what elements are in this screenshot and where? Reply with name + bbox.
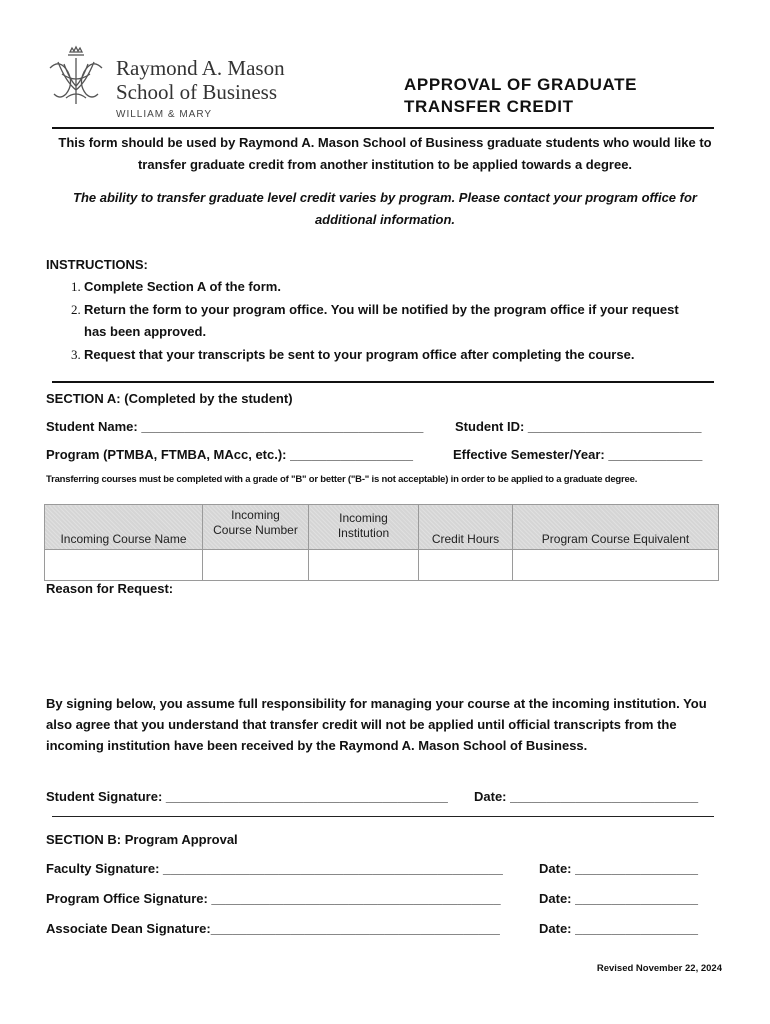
associate-dean-date-field[interactable]: Date: _________________	[539, 921, 699, 936]
semester-field[interactable]: Effective Semester/Year: _____________	[453, 447, 703, 462]
form-title	[404, 74, 637, 118]
intro-text: This form should be used by Raymond A. Mason School of Business graduate students who would like to transfer graduate credit from another institution to be applied towards a degree.	[58, 135, 712, 172]
logo-line-3: WILLIAM & MARY	[116, 109, 213, 120]
program-field[interactable]: Program (PTMBA, FTMBA, MAcc, etc.): _________________	[46, 447, 414, 462]
program-note: The ability to transfer graduate level credit varies by program. Please contact your program office for additional information.	[73, 190, 697, 227]
logo-line-2: School of Business	[116, 80, 278, 104]
instructions-heading: INSTRUCTIONS:	[46, 257, 148, 272]
equivalent-cell[interactable]	[513, 550, 719, 581]
institution-cell[interactable]	[309, 550, 419, 581]
col-credit-hours-label: Credit Hours	[431, 532, 500, 546]
section-b-heading: SECTION B: Program Approval	[46, 832, 238, 847]
instruction-item: 3. Request that your transcripts be sent to your program office after completing the course.	[84, 344, 696, 366]
course-table	[44, 504, 719, 581]
student-date-field[interactable]: Date: __________________________	[474, 789, 699, 804]
student-name-field[interactable]: Student Name: _______________________________________	[46, 419, 424, 434]
faculty-date-field[interactable]: Date: _________________	[539, 861, 699, 876]
course-table-header	[45, 505, 719, 550]
student-signature-field[interactable]: Student Signature: _______________________________________	[46, 789, 448, 804]
form-title-line-2: TRANSFER CREDIT	[404, 97, 574, 116]
section-a-divider	[52, 381, 714, 383]
col-incoming-course-number-label: Incoming Course Number	[213, 508, 298, 537]
col-incoming-institution-label: Incoming Institution	[337, 511, 390, 540]
credit-hours-cell[interactable]	[419, 550, 513, 581]
col-incoming-course-number	[203, 505, 309, 550]
grade-requirement-note: Transferring courses must be completed with a grade of "B" or better ("B-" is not acceptable) in order to be applied to a graduate degree.	[46, 474, 638, 485]
course-name-cell[interactable]	[45, 550, 203, 581]
instructions-list	[46, 276, 696, 366]
school-logo	[116, 56, 285, 120]
header-divider	[52, 127, 714, 129]
col-program-course-equivalent	[513, 505, 719, 550]
section-b-divider	[52, 816, 714, 817]
col-credit-hours	[419, 505, 513, 550]
col-incoming-course-name-label: Incoming Course Name	[60, 532, 187, 546]
revision-date: Revised November 22, 2024	[596, 963, 722, 974]
table-row	[45, 550, 719, 581]
responsibility-statement: By signing below, you assume full responsibility for managing your course at the incoming institution. You also agree that you understand that transfer credit will not be applied until official transcripts from the incoming institution have been received by the Raymond A. Mason School of Business.	[46, 696, 707, 753]
col-incoming-course-name	[45, 505, 203, 550]
reason-label: Reason for Request:	[46, 581, 174, 596]
logo-line-1: Raymond A. Mason	[116, 56, 285, 80]
col-program-course-equivalent-label: Program Course Equivalent	[541, 532, 690, 546]
course-number-cell[interactable]	[203, 550, 309, 581]
faculty-signature-field[interactable]: Faculty Signature: _______________________________________________	[46, 861, 503, 876]
school-crest-icon	[44, 44, 108, 108]
col-incoming-institution	[309, 505, 419, 550]
section-a-heading: SECTION A: (Completed by the student)	[46, 391, 293, 406]
program-office-date-field[interactable]: Date: _________________	[539, 891, 699, 906]
reason-input-area[interactable]	[46, 600, 716, 684]
student-id-field[interactable]: Student ID: ________________________	[455, 419, 702, 434]
program-office-signature-field[interactable]: Program Office Signature: ________________________________________	[46, 891, 501, 906]
associate-dean-signature-field[interactable]: Associate Dean Signature:________________________________________	[46, 921, 500, 936]
instruction-item: 2. Return the form to your program office. You will be notified by the program office if your request has been approved.	[84, 299, 696, 343]
form-title-line-1: APPROVAL OF GRADUATE	[404, 75, 638, 94]
instruction-item: 1. Complete Section A of the form.	[84, 276, 696, 298]
